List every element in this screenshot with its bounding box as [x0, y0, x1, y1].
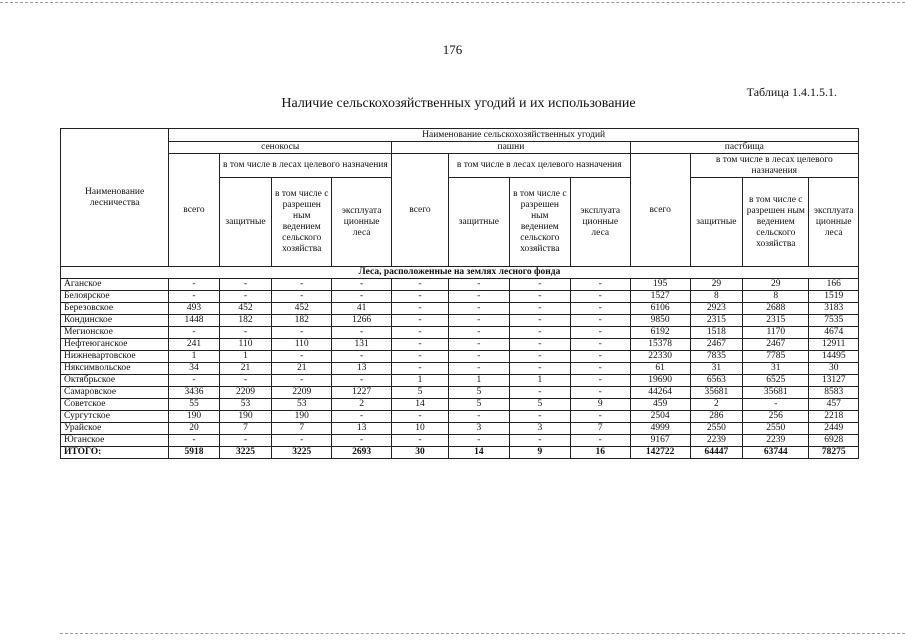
forestry-name: Няксимвольское — [61, 363, 169, 375]
table-cell: - — [448, 303, 509, 315]
table-cell: - — [219, 327, 272, 339]
table-cell: - — [509, 291, 570, 303]
table-cell: 1170 — [743, 327, 809, 339]
table-cell: 2467 — [690, 339, 743, 351]
forestry-name: Аганское — [61, 279, 169, 291]
table-cell: 5 — [448, 399, 509, 411]
table-cell: 131 — [332, 339, 392, 351]
table-cell: - — [272, 375, 332, 387]
table-cell: - — [509, 279, 570, 291]
table-cell: 41 — [332, 303, 392, 315]
table-cell: 2693 — [332, 447, 392, 459]
table-cell: 3 — [448, 423, 509, 435]
table-cell: 190 — [169, 411, 219, 423]
table-cell: - — [332, 291, 392, 303]
table-cell: 2504 — [630, 411, 690, 423]
table-row — [61, 411, 859, 423]
table-cell: 2467 — [743, 339, 809, 351]
forestry-name: Березовское — [61, 303, 169, 315]
table-cell: 1 — [169, 351, 219, 363]
table-row — [61, 327, 859, 339]
table-cell: 5 — [448, 387, 509, 399]
table-cell: - — [448, 435, 509, 447]
table-cell: - — [570, 339, 630, 351]
table-cell: - — [570, 327, 630, 339]
table-cell: 13 — [332, 423, 392, 435]
table-row — [61, 291, 859, 303]
table-cell: 2218 — [809, 411, 859, 423]
table-cell: 30 — [809, 363, 859, 375]
table-cell: - — [570, 291, 630, 303]
table-cell: 1527 — [630, 291, 690, 303]
table-cell: - — [169, 327, 219, 339]
table-cell: 1 — [448, 375, 509, 387]
table-row — [61, 399, 859, 411]
table-cell: 1448 — [169, 315, 219, 327]
table-cell: 2 — [690, 399, 743, 411]
table-cell: 2315 — [743, 315, 809, 327]
table-cell: 8 — [690, 291, 743, 303]
header-agri-permitted: в том числе с разрешен ным ведением сельского хозяйства — [743, 178, 809, 267]
forestry-name: Сургутское — [61, 411, 169, 423]
header-subtitle: в том числе в лесах целевого назначения — [690, 154, 858, 178]
document-title: Наличие сельскохозяйственных угодий и их использование — [281, 96, 636, 111]
table-cell: - — [392, 435, 449, 447]
table-cell: 182 — [219, 315, 272, 327]
table-cell: 1 — [392, 375, 449, 387]
forestry-name: Октябрьское — [61, 375, 169, 387]
table-cell: - — [570, 351, 630, 363]
table-cell: - — [570, 315, 630, 327]
table-cell: 14495 — [809, 351, 859, 363]
table-cell: 7 — [219, 423, 272, 435]
table-cell: - — [332, 435, 392, 447]
table-cell: - — [448, 411, 509, 423]
table-cell: 6928 — [809, 435, 859, 447]
table-cell: 8 — [743, 291, 809, 303]
table-cell: 182 — [272, 315, 332, 327]
table-cell: 29 — [690, 279, 743, 291]
table-cell: - — [509, 315, 570, 327]
header-total: всего — [169, 154, 219, 267]
table-cell: 12911 — [809, 339, 859, 351]
table-cell: 459 — [630, 399, 690, 411]
forestry-name: Урайское — [61, 423, 169, 435]
table-cell: 166 — [809, 279, 859, 291]
table-cell: - — [743, 399, 809, 411]
table-cell: - — [570, 303, 630, 315]
forestry-name: ИТОГО: — [61, 447, 169, 459]
table-cell: - — [332, 327, 392, 339]
table-cell: 2315 — [690, 315, 743, 327]
table-cell: 2688 — [743, 303, 809, 315]
table-cell: 9 — [509, 447, 570, 459]
table-cell: - — [392, 291, 449, 303]
table-cell: 53 — [272, 399, 332, 411]
table-cell: 2550 — [743, 423, 809, 435]
table-cell: 30 — [392, 447, 449, 459]
land-use-table — [60, 128, 859, 459]
table-cell: - — [272, 351, 332, 363]
table-cell: 7835 — [690, 351, 743, 363]
table-cell: 44264 — [630, 387, 690, 399]
table-cell: 55 — [169, 399, 219, 411]
table-cell: - — [332, 279, 392, 291]
table-cell: - — [509, 327, 570, 339]
forestry-name: Самаровское — [61, 387, 169, 399]
table-cell: - — [219, 279, 272, 291]
table-cell: - — [570, 435, 630, 447]
table-cell: 19690 — [630, 375, 690, 387]
table-cell: 10 — [392, 423, 449, 435]
table-cell: 190 — [272, 411, 332, 423]
header-total: всего — [392, 154, 449, 267]
table-cell: 190 — [219, 411, 272, 423]
table-cell: 7 — [272, 423, 332, 435]
header-subtitle: в том числе в лесах целевого назначения — [219, 154, 391, 178]
table-cell: 4674 — [809, 327, 859, 339]
table-cell: - — [448, 363, 509, 375]
header-hayfields: сенокосы — [169, 142, 392, 154]
table-cell: - — [509, 351, 570, 363]
header-agri-permitted: в том числе с разрешен ным ведением сельского хозяйства — [272, 178, 332, 267]
scan-edge-bottom — [60, 633, 905, 635]
table-cell: - — [570, 279, 630, 291]
header-protective: защитные — [448, 178, 509, 267]
table-row — [61, 423, 859, 435]
header-protective: защитные — [690, 178, 743, 267]
header-agri-permitted: в том числе с разрешен ным ведением сельского хозяйства — [509, 178, 570, 267]
table-cell: - — [169, 375, 219, 387]
scan-edge-top — [0, 2, 905, 4]
table-cell: 64447 — [690, 447, 743, 459]
table-cell: 452 — [272, 303, 332, 315]
table-cell: 7 — [570, 423, 630, 435]
table-cell: 241 — [169, 339, 219, 351]
table-row — [61, 351, 859, 363]
table-cell: - — [169, 435, 219, 447]
header-exploitation: эксплуата ционные леса — [809, 178, 859, 267]
header-protective: защитные — [219, 178, 272, 267]
table-cell: - — [448, 291, 509, 303]
table-cell: 3225 — [272, 447, 332, 459]
table-cell: - — [509, 435, 570, 447]
table-cell: 6192 — [630, 327, 690, 339]
header-name: Наименование лесничества — [61, 129, 169, 267]
forestry-name: Кондинское — [61, 315, 169, 327]
header-group-title: Наименование сельскохозяйственных угодий — [169, 129, 859, 142]
table-cell: 29 — [743, 279, 809, 291]
table-row — [61, 363, 859, 375]
forestry-name: Советское — [61, 399, 169, 411]
table-cell: 35681 — [690, 387, 743, 399]
table-cell: 110 — [219, 339, 272, 351]
table-cell: - — [332, 351, 392, 363]
table-cell: 7535 — [809, 315, 859, 327]
table-cell: 5 — [392, 387, 449, 399]
table-cell: - — [332, 375, 392, 387]
table-cell: 2209 — [272, 387, 332, 399]
table-cell: - — [509, 411, 570, 423]
table-cell: 2209 — [219, 387, 272, 399]
total-row — [61, 447, 859, 459]
table-cell: - — [509, 339, 570, 351]
table-cell: - — [509, 363, 570, 375]
table-header — [61, 129, 859, 267]
table-cell: 34 — [169, 363, 219, 375]
table-cell: - — [570, 387, 630, 399]
table-row — [61, 435, 859, 447]
section-title: Леса, расположенные на землях лесного фонда — [61, 267, 859, 279]
header-subtitle: в том числе в лесах целевого назначения — [448, 154, 630, 178]
table-row — [61, 315, 859, 327]
table-cell: 1227 — [332, 387, 392, 399]
table-cell: 53 — [219, 399, 272, 411]
table-cell: 493 — [169, 303, 219, 315]
table-cell: - — [169, 279, 219, 291]
table-row — [61, 303, 859, 315]
forestry-name: Нефтеюганское — [61, 339, 169, 351]
table-cell: 14 — [392, 399, 449, 411]
table-cell: - — [219, 435, 272, 447]
table-cell: 22330 — [630, 351, 690, 363]
table-cell: - — [392, 315, 449, 327]
table-cell: 8583 — [809, 387, 859, 399]
table-cell: 9850 — [630, 315, 690, 327]
table-cell: 110 — [272, 339, 332, 351]
table-cell: 7785 — [743, 351, 809, 363]
table-cell: 6525 — [743, 375, 809, 387]
table-cell: 1266 — [332, 315, 392, 327]
table-cell: - — [219, 291, 272, 303]
table-cell: 1519 — [809, 291, 859, 303]
table-cell: - — [219, 375, 272, 387]
table-cell: 13 — [332, 363, 392, 375]
table-cell: 9167 — [630, 435, 690, 447]
table-cell: 1 — [509, 375, 570, 387]
table-cell: 14 — [448, 447, 509, 459]
table-cell: 35681 — [743, 387, 809, 399]
table-cell: - — [448, 339, 509, 351]
table-cell: 2 — [332, 399, 392, 411]
table-cell: - — [448, 351, 509, 363]
table-cell: 142722 — [630, 447, 690, 459]
table-cell: 3 — [509, 423, 570, 435]
header-arable: пашни — [392, 142, 631, 154]
table-cell: 5918 — [169, 447, 219, 459]
table-cell: - — [448, 279, 509, 291]
table-cell: - — [448, 327, 509, 339]
table-cell: 286 — [690, 411, 743, 423]
table-cell: 195 — [630, 279, 690, 291]
table-cell: 13127 — [809, 375, 859, 387]
table-cell: - — [392, 363, 449, 375]
table-row — [61, 279, 859, 291]
table-cell: - — [272, 327, 332, 339]
table-cell: 1518 — [690, 327, 743, 339]
table-cell: - — [448, 315, 509, 327]
forestry-name: Мегионское — [61, 327, 169, 339]
table-cell: 2239 — [690, 435, 743, 447]
table-cell: - — [392, 303, 449, 315]
table-cell: 21 — [272, 363, 332, 375]
table-cell: 63744 — [743, 447, 809, 459]
table-cell: - — [570, 363, 630, 375]
table-cell: 2239 — [743, 435, 809, 447]
table-cell: - — [570, 375, 630, 387]
table-cell: - — [392, 411, 449, 423]
table-cell: 2923 — [690, 303, 743, 315]
table-cell: - — [392, 327, 449, 339]
forestry-name: Нижневартовское — [61, 351, 169, 363]
table-cell: - — [272, 435, 332, 447]
table-row — [61, 375, 859, 387]
table-row — [61, 387, 859, 399]
table-cell: 78275 — [809, 447, 859, 459]
table-cell: 457 — [809, 399, 859, 411]
forestry-name: Юганское — [61, 435, 169, 447]
table-cell: - — [392, 339, 449, 351]
table-cell: - — [272, 291, 332, 303]
table-cell: 6106 — [630, 303, 690, 315]
table-cell: 16 — [570, 447, 630, 459]
forestry-name: Белоярское — [61, 291, 169, 303]
table-number: Таблица 1.4.1.5.1. — [746, 85, 837, 99]
table-cell: 3183 — [809, 303, 859, 315]
header-exploitation: эксплуата ционные леса — [570, 178, 630, 267]
table-cell: 2449 — [809, 423, 859, 435]
header-exploitation: эксплуата ционные леса — [332, 178, 392, 267]
table-cell: 31 — [690, 363, 743, 375]
table-cell: - — [570, 411, 630, 423]
table-cell: - — [509, 387, 570, 399]
table-cell: - — [392, 279, 449, 291]
table-body — [61, 267, 859, 459]
table-cell: 2550 — [690, 423, 743, 435]
table-cell: 31 — [743, 363, 809, 375]
header-pastures: пастбища — [630, 142, 858, 154]
table-cell: 4999 — [630, 423, 690, 435]
table-cell: 15378 — [630, 339, 690, 351]
table-cell: 1 — [219, 351, 272, 363]
page-number: 176 — [442, 42, 463, 57]
table-cell: - — [169, 291, 219, 303]
table-cell: 9 — [570, 399, 630, 411]
table-cell: 256 — [743, 411, 809, 423]
table-cell: - — [332, 411, 392, 423]
table-cell: 21 — [219, 363, 272, 375]
header-total: всего — [630, 154, 690, 267]
table-cell: 20 — [169, 423, 219, 435]
table-cell: 452 — [219, 303, 272, 315]
table-cell: 3436 — [169, 387, 219, 399]
table-cell: 61 — [630, 363, 690, 375]
table-cell: 3225 — [219, 447, 272, 459]
table-cell: - — [392, 351, 449, 363]
table-cell: 6563 — [690, 375, 743, 387]
table-row — [61, 339, 859, 351]
table-cell: - — [272, 279, 332, 291]
table-cell: - — [509, 303, 570, 315]
table-cell: 5 — [509, 399, 570, 411]
